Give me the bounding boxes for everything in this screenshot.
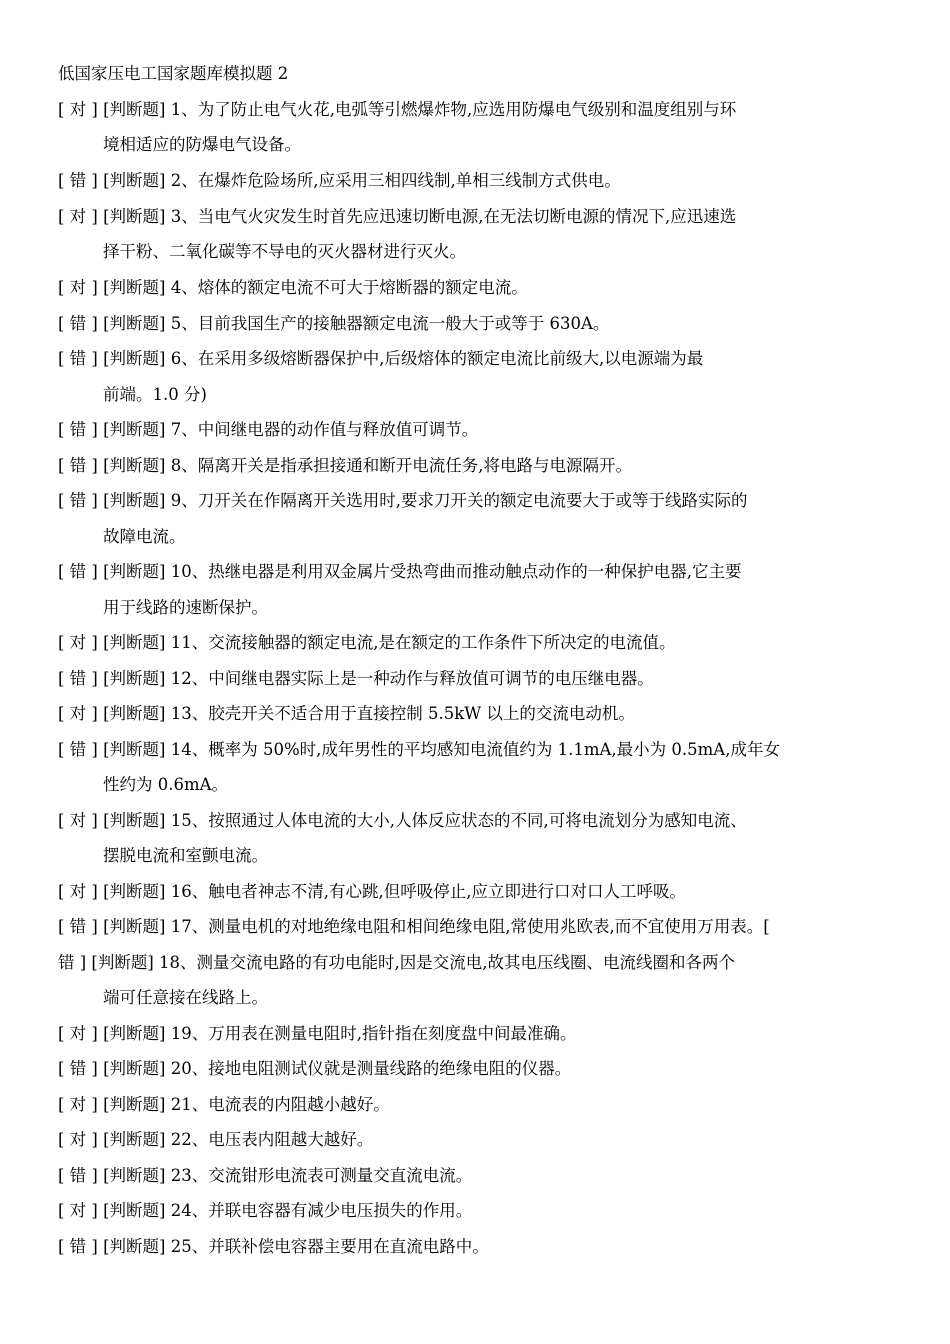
question-continuation: 择干粉、二氧化碳等不导电的灭火器材进行灭火。 bbox=[103, 242, 466, 261]
question-line: [ 对 ] [判断题] 21、电流表的内阻越小越好。 bbox=[58, 1095, 390, 1114]
question-line: [ 对 ] [判断题] 19、万用表在测量电阻时,指针指在刻度盘中间最准确。 bbox=[58, 1024, 577, 1043]
document-title: 低国家压电工国家题库模拟题 2 bbox=[58, 64, 289, 83]
question-line: [ 对 ] [判断题] 3、当电气火灾发生时首先应迅速切断电源,在无法切断电源的情况下,应迅速选 bbox=[58, 207, 737, 226]
question-line: [ 错 ] [判断题] 12、中间继电器实际上是一种动作与释放值可调节的电压继电器。 bbox=[58, 669, 654, 688]
question-line: [ 对 ] [判断题] 4、熔体的额定电流不可大于熔断器的额定电流。 bbox=[58, 278, 528, 297]
question-continuation: 境相适应的防爆电气设备。 bbox=[103, 135, 301, 154]
question-continuation: 性约为 0.6mA。 bbox=[103, 775, 229, 794]
question-line: [ 对 ] [判断题] 16、触电者神志不清,有心跳,但呼吸停止,应立即进行口对口人工呼吸。 bbox=[58, 882, 686, 901]
question-line: [ 错 ] [判断题] 9、刀开关在作隔离开关选用时,要求刀开关的额定电流要大于或等于线路实际的 bbox=[58, 491, 748, 510]
question-continuation: 用于线路的速断保护。 bbox=[103, 598, 268, 617]
question-line: [ 错 ] [判断题] 14、概率为 50%时,成年男性的平均感知电流值约为 1.1mA,最小为 0.5mA,成年女 bbox=[58, 740, 780, 759]
question-line: [ 对 ] [判断题] 24、并联电容器有减少电压损失的作用。 bbox=[58, 1201, 473, 1220]
question-line: [ 对 ] [判断题] 22、电压表内阻越大越好。 bbox=[58, 1130, 374, 1149]
question-line: [ 错 ] [判断题] 8、隔离开关是指承担接通和断开电流任务,将电路与电源隔开。 bbox=[58, 456, 632, 475]
question-line: [ 对 ] [判断题] 11、交流接触器的额定电流,是在额定的工作条件下所决定的电流值。 bbox=[58, 633, 676, 652]
question-line: [ 错 ] [判断题] 7、中间继电器的动作值与释放值可调节。 bbox=[58, 420, 479, 439]
question-line: [ 错 ] [判断题] 25、并联补偿电容器主要用在直流电路中。 bbox=[58, 1237, 489, 1256]
question-line: [ 对 ] [判断题] 15、按照通过人体电流的大小,人体反应状态的不同,可将电流划分为感知电流、 bbox=[58, 811, 747, 830]
question-line: [ 错 ] [判断题] 5、目前我国生产的接触器额定电流一般大于或等于 630A。 bbox=[58, 314, 610, 333]
question-line: [ 错 ] [判断题] 6、在采用多级熔断器保护中,后级熔体的额定电流比前级大,以电源端为最 bbox=[58, 349, 704, 368]
question-line: 错 ] [判断题] 18、测量交流电路的有功电能时,因是交流电,故其电压线圈、电流线圈和各两个 bbox=[58, 953, 736, 972]
question-continuation: 端可任意接在线路上。 bbox=[103, 988, 268, 1007]
question-line: [ 错 ] [判断题] 20、接地电阻测试仪就是测量线路的绝缘电阻的仪器。 bbox=[58, 1059, 572, 1078]
question-line: [ 错 ] [判断题] 2、在爆炸危险场所,应采用三相四线制,单相三线制方式供电。 bbox=[58, 171, 621, 190]
question-line: [ 对 ] [判断题] 13、胶壳开关不适合用于直接控制 5.5kW 以上的交流电动机。 bbox=[58, 704, 635, 723]
question-line: [ 错 ] [判断题] 10、热继电器是利用双金属片受热弯曲而推动触点动作的一种保护电器,它主要 bbox=[58, 562, 742, 581]
question-continuation: 摆脱电流和室颤电流。 bbox=[103, 846, 268, 865]
question-continuation: 故障电流。 bbox=[103, 527, 186, 546]
question-line: [ 错 ] [判断题] 23、交流钳形电流表可测量交直流电流。 bbox=[58, 1166, 473, 1185]
question-line: [ 错 ] [判断题] 17、测量电机的对地绝缘电阻和相间绝缘电阻,常使用兆欧表,而不宜使用万用表。[ bbox=[58, 917, 770, 936]
question-line: [ 对 ] [判断题] 1、为了防止电气火花,电弧等引燃爆炸物,应选用防爆电气级别和温度组别与环 bbox=[58, 100, 737, 119]
question-continuation: 前端。1.0 分) bbox=[103, 385, 207, 404]
